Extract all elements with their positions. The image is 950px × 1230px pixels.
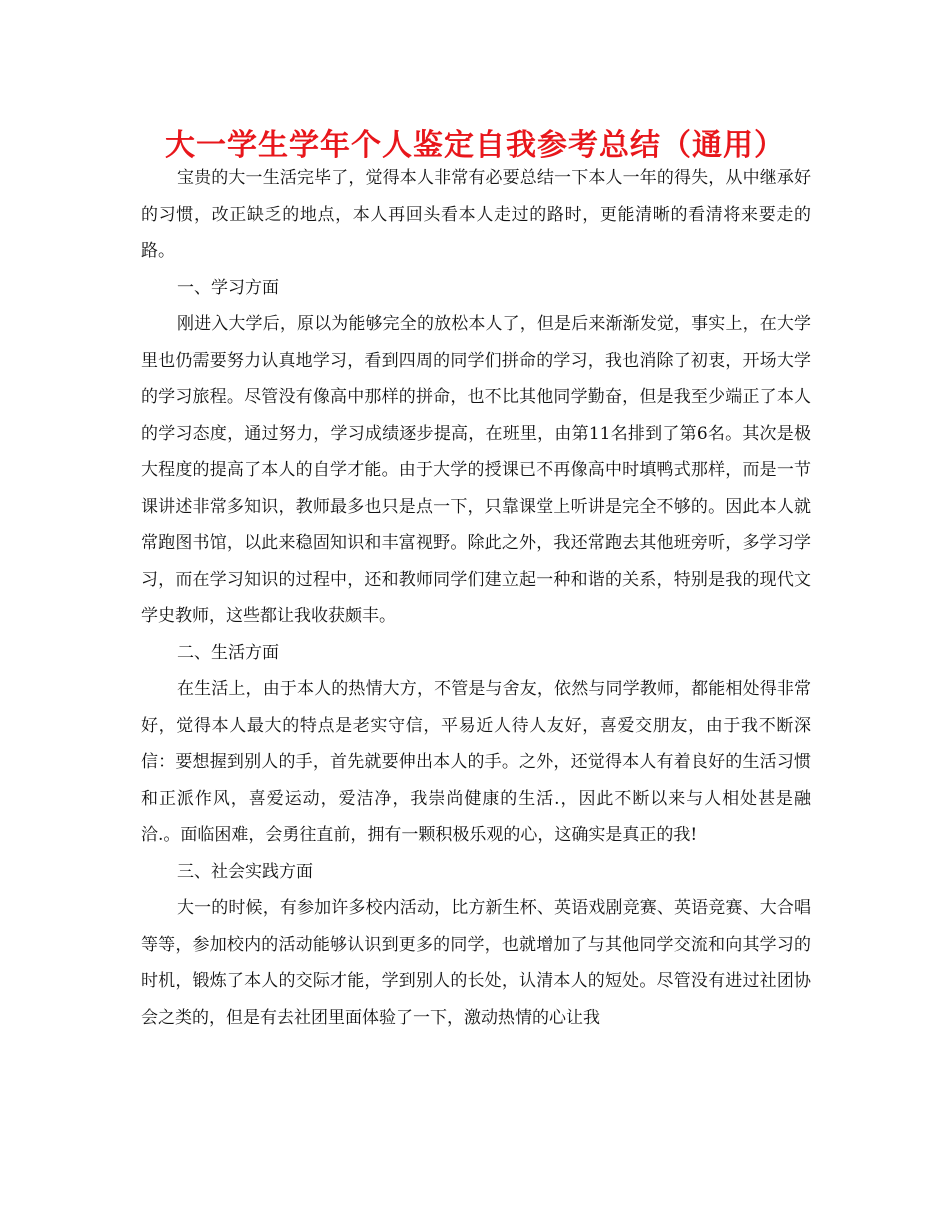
document-title: 大一学生学年个人鉴定自我参考总结（通用） xyxy=(165,128,785,163)
section-heading-social-practice: 三、社会实践方面 xyxy=(177,861,313,882)
section-paragraph-life: 在生活上，由于本人的热情大方，不管是与舍友，依然与同学教师，都能相处得非常好，觉得本人最大的特点是老实守信，平易近人待人友好，喜爱交朋友，由于我不断深信：要想握到别人的手，首先就要伸出本人的手。之外，还觉得本人有着良好的生活习惯和正派作风，喜爱运动，爱洁净，我崇尚健康的生活.，因此不断以来与人相处甚是融洽.。面临困难，会勇往直前，拥有一颗积极乐观的心，这确实是真正的我! xyxy=(141,679,811,845)
section-heading-study: 一、学习方面 xyxy=(177,277,279,298)
intro-paragraph: 宝贵的大一生活完毕了，觉得本人非常有必要总结一下本人一年的得失，从中继承好的习惯，改正缺乏的地点，本人再回头看本人走过的路时，更能清晰的看清将来要走的路。 xyxy=(141,168,811,261)
section-heading-life: 二、生活方面 xyxy=(177,642,279,663)
section-paragraph-social-practice: 大一的时候，有参加许多校内活动，比方新生杯、英语戏剧竞赛、英语竞赛、大合唱等等，参加校内的活动能够认识到更多的同学，也就增加了与其他同学交流和向其学习的时机，锻炼了本人的交际才能，学到别人的长处，认清本人的短处。尽管没有进过社团协会之类的，但是有去社团里面体验了一下，激动热情的心让我 xyxy=(141,898,811,1028)
document-body xyxy=(141,160,811,1036)
section-paragraph-study: 刚进入大学后，原以为能够完全的放松本人了，但是后来渐渐发觉，事实上，在大学里也仍需要努力认真地学习，看到四周的同学们拼命的学习，我也消除了初衷，开场大学的学习旅程。尽管没有像高中那样的拼命，也不比其他同学勤奋，但是我至少端正了本人的学习态度，通过努力，学习成绩逐步提高，在班里，由第11名排到了第6名。其次是极大程度的提高了本人的自学才能。由于大学的授课已不再像高中时填鸭式那样，而是一节课讲述非常多知识，教师最多也只是点一下，只靠课堂上听讲是完全不够的。因此本人就常跑图书馆，以此来稳固知识和丰富视野。除此之外，我还常跑去其他班旁听，多学习学习，而在学习知识的过程中，还和教师同学们建立起一种和谐的关系，特别是我的现代文学史教师，这些都让我收获颇丰。 xyxy=(141,314,811,626)
